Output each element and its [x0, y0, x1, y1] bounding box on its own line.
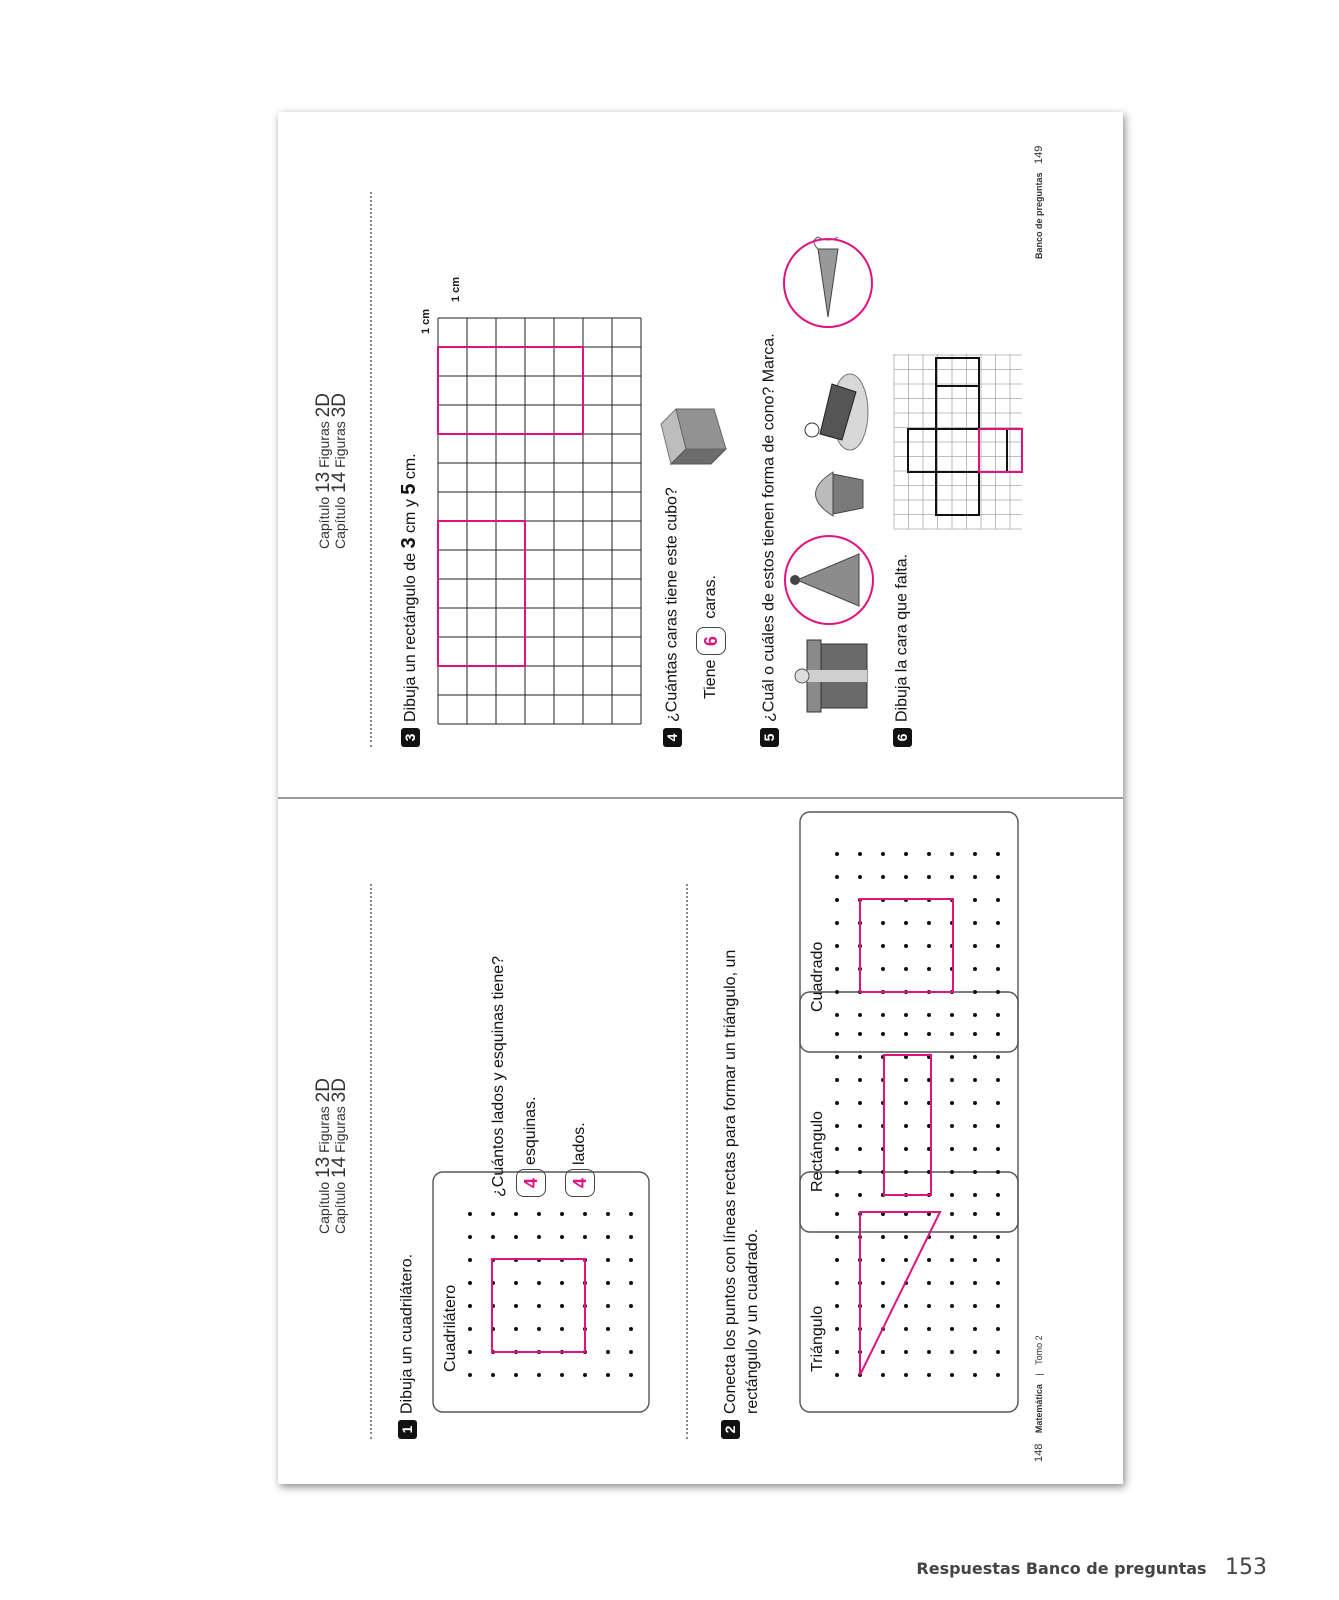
grid-dot	[881, 1235, 885, 1239]
grid-dot	[629, 1212, 633, 1216]
right-top-divider	[370, 192, 372, 747]
grid-dot	[973, 1304, 977, 1308]
grid-dot	[904, 1124, 908, 1128]
q5-prompt: 5¿Cuál o cuáles de estos tienen forma de cono? Marca.	[760, 333, 779, 747]
grid-dot	[973, 1170, 977, 1174]
q1-prompt: 1Dibuja un cuadrilátero.	[398, 1254, 417, 1439]
grid-dot	[835, 1373, 839, 1377]
q3-unit-label-2: 1 cm	[450, 276, 462, 302]
grid-dot	[835, 921, 839, 925]
grid-dot	[835, 1235, 839, 1239]
grid-dot	[835, 1350, 839, 1354]
grid-dot	[904, 1101, 908, 1105]
grid-dot	[835, 1078, 839, 1082]
grid-dot	[996, 875, 1000, 879]
grid-dot	[927, 1258, 931, 1262]
q1-sides-answer: 4lados.	[565, 1122, 595, 1197]
grid-dot	[950, 1078, 954, 1082]
grid-dot	[927, 1281, 931, 1285]
cube-image	[656, 404, 731, 479]
grid-dot	[606, 1350, 610, 1354]
grid-dot	[514, 1235, 518, 1239]
grid-dot	[973, 1147, 977, 1151]
grid-dot	[835, 1304, 839, 1308]
grid-dot	[537, 1304, 541, 1308]
grid-dot	[835, 1147, 839, 1151]
q2-board-label-triangle: Triángulo	[809, 1305, 826, 1372]
grid-dot	[835, 1258, 839, 1262]
grid-dot	[858, 1013, 862, 1017]
q2-board-square	[800, 812, 1020, 1052]
grid-dot	[835, 1101, 839, 1105]
grid-dot	[835, 990, 839, 994]
grid-dot	[950, 1193, 954, 1197]
grid-dot	[996, 1304, 1000, 1308]
grid-dot	[973, 898, 977, 902]
footer-page-number: 153	[1225, 1555, 1267, 1580]
grid-dot	[950, 1235, 954, 1239]
grid-dot	[950, 1013, 954, 1017]
grid-dot	[904, 1304, 908, 1308]
q6-cube-net-grid	[894, 349, 1026, 529]
grid-dot	[927, 1373, 931, 1377]
grid-dot	[950, 1055, 954, 1059]
grid-dot	[904, 944, 908, 948]
grid-dot	[950, 1124, 954, 1128]
grid-dot	[950, 1327, 954, 1331]
grid-dot	[835, 852, 839, 856]
grid-dot	[973, 1101, 977, 1105]
grid-dot	[950, 1350, 954, 1354]
grid-dot	[950, 1304, 954, 1308]
grid-dot	[996, 1147, 1000, 1151]
grid-dot	[996, 1124, 1000, 1128]
q2-board-label-square: Cuadrado	[809, 941, 826, 1012]
right-page-footer: Banco de preguntas 149	[1033, 145, 1045, 259]
grid-dot	[835, 1327, 839, 1331]
grid-dot	[996, 990, 1000, 994]
grid-dot	[560, 1281, 564, 1285]
grid-dot	[491, 1212, 495, 1216]
q3-cm-grid	[438, 314, 648, 724]
grid-dot	[858, 1078, 862, 1082]
grid-dot	[468, 1212, 472, 1216]
grid-dot	[858, 875, 862, 879]
grid-dot	[881, 852, 885, 856]
q3-prompt: 3Dibuja un rectángulo de 3 cm y 5 cm.	[398, 453, 421, 747]
q2-board-label-rectangle: Rectángulo	[809, 1111, 826, 1192]
grid-dot	[835, 1013, 839, 1017]
grid-dot	[950, 875, 954, 879]
grid-dot	[973, 1373, 977, 1377]
q3-unit-label-1: 1 cm	[420, 308, 432, 334]
grid-dot	[514, 1327, 518, 1331]
grid-dot	[950, 1281, 954, 1285]
grid-dot	[996, 1281, 1000, 1285]
grid-dot	[904, 875, 908, 879]
grid-dot	[858, 1170, 862, 1174]
grid-dot	[835, 898, 839, 902]
grid-dot	[537, 1281, 541, 1285]
grid-dot	[904, 1350, 908, 1354]
grid-dot	[514, 1304, 518, 1308]
grid-dot	[537, 1235, 541, 1239]
grid-dot	[904, 1170, 908, 1174]
grid-dot	[881, 944, 885, 948]
grid-dot	[537, 1373, 541, 1377]
grid-dot	[973, 1235, 977, 1239]
grid-dot	[629, 1373, 633, 1377]
grid-dot	[973, 1281, 977, 1285]
grid-dot	[996, 1170, 1000, 1174]
grid-dot	[973, 1078, 977, 1082]
grid-dot	[858, 1193, 862, 1197]
grid-dot	[996, 921, 1000, 925]
grid-dot	[858, 1101, 862, 1105]
grid-dot	[858, 1055, 862, 1059]
grid-dot	[881, 921, 885, 925]
left-top-divider	[370, 884, 372, 1439]
q4-answer: Tiene 6 caras.	[696, 575, 726, 699]
grid-dot	[904, 1327, 908, 1331]
grid-dot	[881, 1350, 885, 1354]
grid-dot	[927, 921, 931, 925]
grid-dot	[973, 967, 977, 971]
grid-dot	[950, 1258, 954, 1262]
grid-dot	[491, 1235, 495, 1239]
grid-dot	[927, 1013, 931, 1017]
grid-dot	[835, 1124, 839, 1128]
grid-dot	[629, 1350, 633, 1354]
grid-dot	[468, 1373, 472, 1377]
grid-dot	[950, 1170, 954, 1174]
grid-dot	[996, 1055, 1000, 1059]
grid-dot	[560, 1235, 564, 1239]
grid-dot	[835, 1281, 839, 1285]
grid-dot	[881, 1013, 885, 1017]
grid-dot	[629, 1304, 633, 1308]
grid-dot	[927, 944, 931, 948]
grid-dot	[858, 852, 862, 856]
grid-dot	[537, 1327, 541, 1331]
grid-dot	[904, 967, 908, 971]
grid-dot	[973, 921, 977, 925]
grid-dot	[927, 1350, 931, 1354]
grid-dot	[927, 852, 931, 856]
grid-dot	[973, 1193, 977, 1197]
grid-dot	[996, 967, 1000, 971]
page-footer	[916, 1555, 1267, 1580]
grid-dot	[468, 1350, 472, 1354]
grid-dot	[606, 1281, 610, 1285]
grid-dot	[881, 1304, 885, 1308]
left-mid-divider	[686, 884, 688, 1439]
grid-dot	[973, 1055, 977, 1059]
grid-dot	[583, 1373, 587, 1377]
grid-dot	[468, 1235, 472, 1239]
grid-dot	[560, 1373, 564, 1377]
grid-dot	[973, 990, 977, 994]
grid-dot	[973, 1327, 977, 1331]
grid-dot	[583, 1212, 587, 1216]
grid-dot	[835, 875, 839, 879]
q2-prompt: 2Conecta los puntos con líneas rectas para formar un triángulo, un rectángulo y un cuadrado.	[720, 950, 764, 1439]
grid-dot	[606, 1212, 610, 1216]
grid-dot	[904, 1147, 908, 1151]
grid-dot	[491, 1373, 495, 1377]
grid-dot	[927, 875, 931, 879]
party-hat-image	[783, 534, 875, 626]
grid-dot	[950, 1147, 954, 1151]
grid-dot	[858, 1147, 862, 1151]
grid-dot	[835, 1170, 839, 1174]
grid-dot	[973, 875, 977, 879]
grid-dot	[560, 1212, 564, 1216]
grid-dot	[606, 1327, 610, 1331]
cupcake-image	[793, 454, 873, 534]
grid-dot	[835, 1193, 839, 1197]
rotated-spread	[278, 112, 1123, 1484]
grid-dot	[629, 1327, 633, 1331]
grid-dot	[996, 1235, 1000, 1239]
grid-dot	[468, 1304, 472, 1308]
grid-dot	[950, 852, 954, 856]
grid-dot	[904, 921, 908, 925]
q1-sub-question: ¿Cuántos lados y esquinas tiene?	[490, 955, 507, 1197]
grid-dot	[973, 1350, 977, 1354]
grid-dot	[858, 1124, 862, 1128]
grid-dot	[904, 1078, 908, 1082]
grid-dot	[996, 1101, 1000, 1105]
grid-dot	[904, 1235, 908, 1239]
grid-dot	[514, 1373, 518, 1377]
grid-dot	[996, 1258, 1000, 1262]
grid-dot	[927, 967, 931, 971]
q4-prompt: 4¿Cuántas caras tiene este cubo?	[663, 487, 682, 747]
book-spread-photo	[278, 112, 1123, 1484]
grid-dot	[881, 875, 885, 879]
grid-dot	[904, 852, 908, 856]
grid-dot	[881, 1258, 885, 1262]
grid-dot	[606, 1258, 610, 1262]
grid-dot	[835, 944, 839, 948]
grid-dot	[973, 944, 977, 948]
grid-dot	[927, 1304, 931, 1308]
grid-dot	[629, 1258, 633, 1262]
grid-dot	[514, 1212, 518, 1216]
grid-dot	[514, 1281, 518, 1285]
grid-dot	[560, 1327, 564, 1331]
grid-dot	[996, 852, 1000, 856]
grid-dot	[881, 1281, 885, 1285]
grid-dot	[973, 1258, 977, 1262]
grid-dot	[583, 1235, 587, 1239]
grid-dot	[537, 1212, 541, 1216]
grid-dot	[927, 1327, 931, 1331]
grid-dot	[950, 1101, 954, 1105]
left-page-footer: 148 Matemática | Tomo 2	[1033, 1335, 1045, 1462]
q1-board-label: Cuadrilátero	[442, 1284, 459, 1372]
grid-dot	[629, 1235, 633, 1239]
grid-dot	[996, 898, 1000, 902]
grid-dot	[835, 967, 839, 971]
grid-dot	[973, 1013, 977, 1017]
grid-dot	[904, 1013, 908, 1017]
grid-dot	[904, 1258, 908, 1262]
page-fold	[278, 797, 1123, 799]
grid-dot	[881, 1373, 885, 1377]
grid-dot	[560, 1304, 564, 1308]
party-horn-image	[778, 229, 878, 329]
q1-dot-board	[433, 1172, 653, 1412]
grid-dot	[468, 1281, 472, 1285]
footer-title: Respuestas Banco de preguntas	[916, 1559, 1207, 1578]
grid-dot	[996, 1373, 1000, 1377]
grid-dot	[996, 1327, 1000, 1331]
grid-dot	[996, 1350, 1000, 1354]
grid-dot	[629, 1281, 633, 1285]
grid-dot	[973, 1124, 977, 1128]
grid-dot	[606, 1373, 610, 1377]
gift-box-image	[793, 636, 873, 716]
grid-dot	[996, 944, 1000, 948]
q6-prompt: 6Dibuja la cara que falta.	[893, 554, 912, 747]
grid-dot	[468, 1258, 472, 1262]
grid-dot	[950, 1373, 954, 1377]
grid-dot	[996, 1013, 1000, 1017]
right-chapter-header: Capítulo 13 Figuras 2D Capítulo 14 Figuras 3D	[313, 393, 350, 549]
q1-corners-answer: 4esquinas.	[516, 1097, 546, 1198]
grid-dot	[904, 1373, 908, 1377]
cake-slice-image	[790, 369, 875, 454]
grid-dot	[973, 852, 977, 856]
grid-dot	[468, 1327, 472, 1331]
grid-dot	[606, 1304, 610, 1308]
grid-dot	[881, 967, 885, 971]
grid-dot	[606, 1235, 610, 1239]
grid-dot	[996, 1193, 1000, 1197]
left-chapter-header: Capítulo 13 Figuras 2D Capítulo 14 Figuras 3D	[313, 1078, 350, 1234]
grid-dot	[835, 1055, 839, 1059]
grid-dot	[996, 1078, 1000, 1082]
